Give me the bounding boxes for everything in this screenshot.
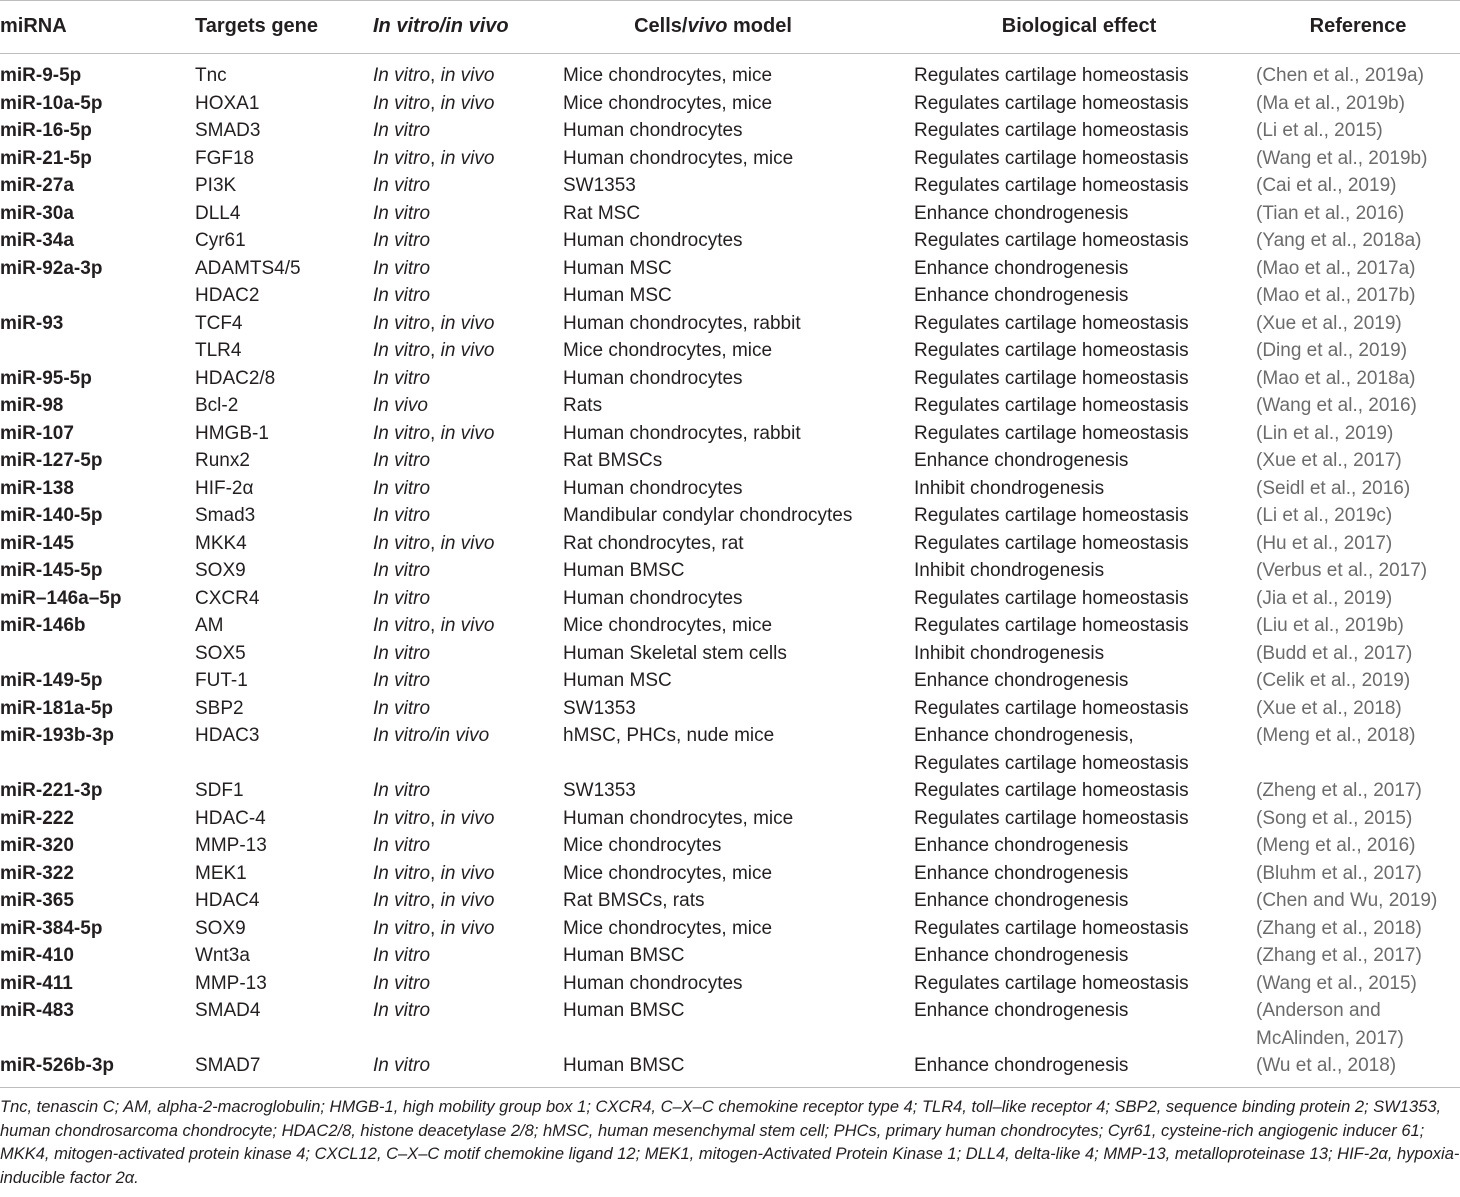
biological-effect-cell: Enhance chondrogenesis — [914, 862, 1129, 884]
target-gene-cell: HDAC3 — [195, 725, 260, 746]
in-vitro-in-vivo-cell: In vitro, in vivo — [373, 65, 495, 86]
cells-model-cell: Human MSC — [563, 670, 672, 691]
in-vitro-in-vivo-cell: In vitro, in vivo — [373, 92, 495, 114]
in-vitro-in-vivo-cell: In vitro — [373, 642, 431, 664]
cells-model-cell: Mice chondrocytes, mice — [563, 340, 773, 361]
reference-link[interactable]: (Zhang et al., 2018) — [1256, 917, 1422, 939]
in-vitro-in-vivo-cell: In vitro — [373, 202, 431, 224]
biological-effect-cell: Enhance chondrogenesis — [914, 670, 1129, 691]
cells-model-cell: Human MSC — [563, 285, 672, 306]
target-gene-cell: HIF-2α — [195, 477, 254, 499]
table-row — [0, 777, 1460, 805]
in-vitro-in-vivo-cell: In vivo — [373, 395, 428, 416]
table-row — [0, 1052, 1460, 1080]
biological-effect-cell: Regulates cartilage homeostasis — [914, 807, 1189, 829]
biological-effect-cell: Regulates cartilage homeostasis — [914, 780, 1189, 801]
in-vitro-in-vivo-cell: In vitro — [373, 505, 431, 526]
reference-link[interactable]: (Li et al., 2019c) — [1256, 505, 1393, 526]
cells-model-cell: Human BMSC — [563, 1055, 685, 1076]
reference-link[interactable]: (Budd et al., 2017) — [1256, 642, 1413, 664]
biological-effect-cell: Regulates cartilage homeostasis — [914, 65, 1189, 86]
reference-link[interactable]: (Wang et al., 2015) — [1256, 972, 1417, 994]
biological-effect-cell: Regulates cartilage homeostasis — [914, 697, 1189, 719]
mirna-cell: miR-9-5p — [0, 65, 82, 86]
reference-link[interactable]: (Ma et al., 2019b) — [1256, 92, 1405, 114]
mirna-cell: miR-140-5p — [0, 505, 103, 526]
target-gene-cell: ADAMTS4/5 — [195, 257, 301, 279]
header-reference: Reference — [1309, 15, 1407, 37]
target-gene-cell: HDAC2 — [195, 285, 260, 306]
cells-model-cell: Human chondrocytes — [563, 972, 743, 994]
table-row — [0, 255, 1460, 283]
reference-link[interactable]: (Xue et al., 2017) — [1256, 450, 1402, 471]
mirna-cell: miR-107 — [0, 422, 74, 444]
mirna-cell: miR-320 — [0, 835, 74, 856]
mirna-cell: miR-222 — [0, 807, 74, 829]
cells-model-cell: Human Skeletal stem cells — [563, 642, 787, 664]
header-biological-effect: Biological effect — [1001, 15, 1157, 37]
cells-model-cell: Rat chondrocytes, rat — [563, 532, 744, 554]
in-vitro-in-vivo-cell: In vitro — [373, 120, 431, 141]
in-vitro-in-vivo-cell: In vitro, in vivo — [373, 532, 495, 554]
mirna-cell: miR-483 — [0, 1000, 74, 1021]
reference-link[interactable]: (Ding et al., 2019) — [1256, 340, 1408, 361]
table-row — [0, 62, 1460, 90]
target-gene-cell: SMAD3 — [195, 120, 261, 141]
reference-link[interactable]: (Anderson and McAlinden, 2017) — [1256, 1000, 1404, 1049]
target-gene-cell: SBP2 — [195, 697, 244, 719]
reference-link[interactable]: (Zheng et al., 2017) — [1256, 780, 1422, 801]
biological-effect-cell: Regulates cartilage homeostasis — [914, 587, 1189, 609]
cells-model-cell: Mandibular condylar chondrocytes — [563, 505, 853, 526]
cells-model-cell: Rat BMSCs, rats — [563, 890, 705, 911]
header-targets-gene: Targets gene — [195, 15, 318, 37]
cells-model-cell: Human chondrocytes — [563, 120, 743, 141]
reference-link[interactable]: (Lin et al., 2019) — [1256, 422, 1394, 444]
biological-effect-cell: Regulates cartilage homeostasis — [914, 422, 1189, 444]
cells-model-cell: Mice chondrocytes, mice — [563, 917, 773, 939]
target-gene-cell: HDAC2/8 — [195, 367, 276, 389]
reference-link[interactable]: (Meng et al., 2016) — [1256, 835, 1416, 856]
cells-model-cell: Human chondrocytes, rabbit — [563, 312, 801, 334]
reference-link[interactable]: (Bluhm et al., 2017) — [1256, 862, 1422, 884]
cells-model-cell: Mice chondrocytes, mice — [563, 65, 773, 86]
biological-effect-cell: Enhance chondrogenesis — [914, 450, 1129, 471]
table-row — [0, 585, 1460, 613]
in-vitro-in-vivo-cell: In vitro/in vivo — [373, 725, 490, 746]
biological-effect-cell: Regulates cartilage homeostasis — [914, 92, 1189, 114]
in-vitro-in-vivo-cell: In vitro — [373, 450, 431, 471]
in-vitro-in-vivo-cell: In vitro, in vivo — [373, 890, 495, 911]
table-row — [0, 612, 1460, 640]
header-mirna: miRNA — [0, 15, 67, 37]
target-gene-cell: HOXA1 — [195, 92, 260, 114]
cells-model-cell: Rats — [563, 395, 603, 416]
table-row — [0, 502, 1460, 530]
target-gene-cell: SMAD4 — [195, 1000, 261, 1021]
cells-model-cell: Mice chondrocytes, mice — [563, 92, 773, 114]
mirna-cell: miR-384-5p — [0, 917, 103, 939]
biological-effect-cell: Enhance chondrogenesis — [914, 945, 1129, 966]
reference-link[interactable]: (Xue et al., 2019) — [1256, 312, 1402, 334]
reference-link[interactable]: (Song et al., 2015) — [1256, 807, 1413, 829]
cells-model-cell: Human BMSC — [563, 560, 685, 581]
target-gene-cell: DLL4 — [195, 202, 241, 224]
table-row — [0, 557, 1460, 585]
mirna-cell: miR-410 — [0, 945, 74, 966]
target-gene-cell: CXCR4 — [195, 587, 260, 609]
biological-effect-cell: Regulates cartilage homeostasis — [914, 147, 1189, 169]
reference-link[interactable]: (Wu et al., 2018) — [1256, 1055, 1397, 1076]
mirna-cell: miR–146a–5p — [0, 587, 122, 609]
target-gene-cell: FUT-1 — [195, 670, 248, 691]
biological-effect-cell: Regulates cartilage homeostasis — [914, 532, 1189, 554]
reference-link[interactable]: (Wang et al., 2019b) — [1256, 147, 1428, 169]
reference-link[interactable]: (Celik et al., 2019) — [1256, 670, 1411, 691]
biological-effect-cell: Regulates cartilage homeostasis — [914, 615, 1189, 636]
in-vitro-in-vivo-cell: In vitro — [373, 587, 431, 609]
in-vitro-in-vivo-cell: In vitro — [373, 835, 431, 856]
table-row — [0, 970, 1460, 998]
header-cells-model: Cells/vivo model — [634, 15, 792, 37]
mirna-cell: miR-322 — [0, 862, 74, 884]
target-gene-cell: PI3K — [195, 175, 237, 196]
table-row — [0, 997, 1460, 1052]
mirna-cell: miR-145-5p — [0, 560, 103, 581]
target-gene-cell: HDAC4 — [195, 890, 260, 911]
mirna-cell: miR-181a-5p — [0, 697, 113, 719]
reference-link[interactable]: (Liu et al., 2019b) — [1256, 615, 1404, 636]
table-row — [0, 475, 1460, 503]
reference-link[interactable]: (Chen et al., 2019a) — [1256, 65, 1424, 86]
table-row — [0, 227, 1460, 255]
in-vitro-in-vivo-cell: In vitro, in vivo — [373, 147, 495, 169]
target-gene-cell: FGF18 — [195, 147, 255, 169]
biological-effect-cell: Regulates cartilage homeostasis — [914, 505, 1189, 526]
table-row — [0, 90, 1460, 118]
biological-effect-cell: Inhibit chondrogenesis — [914, 477, 1105, 499]
in-vitro-in-vivo-cell: In vitro — [373, 230, 431, 251]
table-row — [0, 887, 1460, 915]
table-row — [0, 667, 1460, 695]
cells-model-cell: Human BMSC — [563, 945, 685, 966]
cells-model-cell: SW1353 — [563, 697, 636, 719]
reference-link[interactable]: (Mao et al., 2017a) — [1256, 257, 1416, 279]
in-vitro-in-vivo-cell: In vitro — [373, 367, 431, 389]
mirna-cell: miR-30a — [0, 202, 74, 224]
table-row — [0, 282, 1460, 310]
biological-effect-cell: Enhance chondrogenesis — [914, 890, 1129, 911]
cells-model-cell: SW1353 — [563, 780, 636, 801]
target-gene-cell: TCF4 — [195, 312, 243, 334]
in-vitro-in-vivo-cell: In vitro, in vivo — [373, 917, 495, 939]
table-bottom-rule — [0, 1087, 1460, 1088]
table-row — [0, 117, 1460, 145]
target-gene-cell: Cyr61 — [195, 230, 246, 251]
in-vitro-in-vivo-cell: In vitro, in vivo — [373, 862, 495, 884]
in-vitro-in-vivo-cell: In vitro — [373, 1055, 431, 1076]
cells-model-cell: SW1353 — [563, 175, 636, 196]
table-row — [0, 447, 1460, 475]
target-gene-cell: MMP-13 — [195, 972, 267, 994]
table-row — [0, 860, 1460, 888]
in-vitro-in-vivo-cell: In vitro — [373, 670, 431, 691]
cells-model-cell: Human chondrocytes — [563, 367, 743, 389]
reference-link[interactable]: (Chen and Wu, 2019) — [1256, 890, 1438, 911]
biological-effect-cell: Regulates cartilage homeostasis — [914, 917, 1189, 939]
cells-model-cell: Rat BMSCs — [563, 450, 663, 471]
biological-effect-cell: Regulates cartilage homeostasis — [914, 340, 1189, 361]
target-gene-cell: SOX5 — [195, 642, 246, 664]
reference-link[interactable]: (Zhang et al., 2017) — [1256, 945, 1422, 966]
biological-effect-cell: Regulates cartilage homeostasis — [914, 230, 1189, 251]
in-vitro-in-vivo-cell: In vitro — [373, 972, 431, 994]
table-row — [0, 420, 1460, 448]
mirna-cell: miR-127-5p — [0, 450, 103, 471]
mirna-cell: miR-21-5p — [0, 147, 92, 169]
mirna-cell: miR-221-3p — [0, 780, 103, 801]
in-vitro-in-vivo-cell: In vitro, in vivo — [373, 807, 495, 829]
table-row — [0, 722, 1460, 777]
mirna-cell: miR-10a-5p — [0, 92, 103, 114]
biological-effect-cell: Regulates cartilage homeostasis — [914, 312, 1189, 334]
mirna-cell: miR-411 — [0, 972, 73, 994]
table-body — [0, 62, 1460, 1080]
in-vitro-in-vivo-cell: In vitro, in vivo — [373, 422, 495, 444]
table-row — [0, 200, 1460, 228]
mirna-cell: miR-149-5p — [0, 670, 103, 691]
table-row — [0, 172, 1460, 200]
target-gene-cell: Wnt3a — [195, 945, 250, 966]
in-vitro-in-vivo-cell: In vitro — [373, 477, 431, 499]
biological-effect-cell: Regulates cartilage homeostasis — [914, 120, 1189, 141]
in-vitro-in-vivo-cell: In vitro — [373, 1000, 431, 1021]
cells-model-cell: Mice chondrocytes — [563, 835, 722, 856]
in-vitro-in-vivo-cell: In vitro — [373, 560, 431, 581]
table-row — [0, 145, 1460, 173]
reference-link[interactable]: (Li et al., 2015) — [1256, 120, 1383, 141]
table-row — [0, 695, 1460, 723]
mirna-cell: miR-98 — [0, 395, 64, 416]
biological-effect-cell: Enhance chondrogenesis — [914, 285, 1129, 306]
header-rule — [0, 53, 1460, 54]
in-vitro-in-vivo-cell: In vitro — [373, 257, 431, 279]
cells-model-cell: Human chondrocytes — [563, 230, 743, 251]
table-row — [0, 392, 1460, 420]
table-row — [0, 805, 1460, 833]
cells-model-cell: Human chondrocytes, mice — [563, 147, 794, 169]
reference-link[interactable]: (Hu et al., 2017) — [1256, 532, 1393, 554]
in-vitro-in-vivo-cell: In vitro, in vivo — [373, 340, 495, 361]
reference-link[interactable]: (Cai et al., 2019) — [1256, 175, 1397, 196]
biological-effect-cell: Enhance chondrogenesis — [914, 835, 1129, 856]
in-vitro-in-vivo-cell: In vitro, in vivo — [373, 312, 495, 334]
biological-effect-cell: Enhance chondrogenesis — [914, 202, 1129, 224]
biological-effect-cell: Inhibit chondrogenesis — [914, 642, 1105, 664]
reference-link[interactable]: (Jia et al., 2019) — [1256, 587, 1393, 609]
biological-effect-cell: Enhance chondrogenesis, Regulates cartilage homeostasis — [914, 725, 1189, 774]
target-gene-cell: MKK4 — [195, 532, 247, 554]
biological-effect-cell: Enhance chondrogenesis — [914, 1000, 1129, 1021]
mirna-cell: miR-365 — [0, 890, 74, 911]
target-gene-cell: SDF1 — [195, 780, 244, 801]
in-vitro-in-vivo-cell: In vitro — [373, 285, 431, 306]
target-gene-cell: TLR4 — [195, 340, 242, 361]
mirna-cell: miR-16-5p — [0, 120, 92, 141]
in-vitro-in-vivo-cell: In vitro — [373, 780, 431, 801]
reference-link[interactable]: (Yang et al., 2018a) — [1256, 230, 1422, 251]
cells-model-cell: Human chondrocytes — [563, 587, 743, 609]
cells-model-cell: Human chondrocytes — [563, 477, 743, 499]
target-gene-cell: Bcl-2 — [195, 395, 239, 416]
reference-link[interactable]: (Meng et al., 2018) — [1256, 725, 1416, 746]
target-gene-cell: Tnc — [195, 65, 227, 86]
target-gene-cell: HDAC-4 — [195, 807, 266, 829]
target-gene-cell: AM — [195, 615, 224, 636]
cells-model-cell: Mice chondrocytes, mice — [563, 862, 773, 884]
mirna-cell: miR-95-5p — [0, 367, 92, 389]
mirna-cell: miR-193b-3p — [0, 725, 115, 746]
biological-effect-cell: Regulates cartilage homeostasis — [914, 972, 1189, 994]
table-row — [0, 310, 1460, 338]
cells-model-cell: hMSC, PHCs, nude mice — [563, 725, 775, 746]
in-vitro-in-vivo-cell: In vitro, in vivo — [373, 615, 495, 636]
table-row — [0, 365, 1460, 393]
table-row — [0, 530, 1460, 558]
biological-effect-cell: Regulates cartilage homeostasis — [914, 175, 1189, 196]
target-gene-cell: HMGB-1 — [195, 422, 269, 444]
reference-link[interactable]: (Tian et al., 2016) — [1256, 202, 1405, 224]
target-gene-cell: Runx2 — [195, 450, 250, 471]
mirna-cell: miR-526b-3p — [0, 1055, 115, 1076]
in-vitro-in-vivo-cell: In vitro — [373, 697, 431, 719]
reference-link[interactable]: (Verbus et al., 2017) — [1256, 560, 1428, 581]
table-footnote: Tnc, tenascin C; AM, alpha-2-macroglobulin; HMGB-1, high mobility group box 1; CXCR4, C–X–C chemokine receptor type 4; TLR4, toll–like receptor 4; SBP2, sequence binding protein 2; SW1353, human chondrosarcoma chondrocyte; HDAC2/8, histone deacetylase 2/8; hMSC, human mesenchymal stem cell; PHCs, primary human chondrocytes; Cyr61, cysteine-rich angiogenic inducer 61; MKK4, mitogen-activated protein kinase 4; CXCL12, C–X–C motif chemokine ligand 12; MEK1, mitogen-Activated Protein Kinase 1; DLL4, delta-like 4; MMP-13, metalloproteinase 13; HIF-2α, hypoxia-inducible factor 2α. — [0, 1098, 1460, 1187]
table-row — [0, 832, 1460, 860]
biological-effect-cell: Enhance chondrogenesis — [914, 257, 1129, 279]
in-vitro-in-vivo-cell: In vitro — [373, 175, 431, 196]
reference-link[interactable]: (Xue et al., 2018) — [1256, 697, 1402, 719]
mirna-cell: miR-34a — [0, 230, 74, 251]
table-row — [0, 915, 1460, 943]
mirna-cell: miR-138 — [0, 477, 74, 499]
mirna-cell: miR-27a — [0, 175, 74, 196]
biological-effect-cell: Inhibit chondrogenesis — [914, 560, 1105, 581]
target-gene-cell: SOX9 — [195, 560, 246, 581]
cells-model-cell: Human MSC — [563, 257, 672, 279]
reference-link[interactable]: (Mao et al., 2018a) — [1256, 367, 1416, 389]
in-vitro-in-vivo-cell: In vitro — [373, 945, 431, 966]
cells-model-cell: Mice chondrocytes, mice — [563, 615, 773, 636]
reference-link[interactable]: (Wang et al., 2016) — [1256, 395, 1417, 416]
cells-model-cell: Rat MSC — [563, 202, 641, 224]
header-in-vitro-in-vivo: In vitro/in vivo — [373, 15, 509, 37]
target-gene-cell: MEK1 — [195, 862, 247, 884]
mirna-cell: miR-93 — [0, 312, 64, 334]
target-gene-cell: Smad3 — [195, 505, 256, 526]
table-row — [0, 337, 1460, 365]
target-gene-cell: SOX9 — [195, 917, 246, 939]
target-gene-cell: MMP-13 — [195, 835, 267, 856]
target-gene-cell: SMAD7 — [195, 1055, 261, 1076]
mirna-cell: miR-146b — [0, 615, 86, 636]
cells-model-cell: Human chondrocytes, rabbit — [563, 422, 801, 444]
cells-model-cell: Human chondrocytes, mice — [563, 807, 794, 829]
reference-link[interactable]: (Seidl et al., 2016) — [1256, 477, 1411, 499]
table-row — [0, 640, 1460, 668]
reference-link[interactable]: (Mao et al., 2017b) — [1256, 285, 1416, 306]
mirna-cell: miR-92a-3p — [0, 257, 103, 279]
biological-effect-cell: Enhance chondrogenesis — [914, 1055, 1129, 1076]
biological-effect-cell: Regulates cartilage homeostasis — [914, 367, 1189, 389]
cells-model-cell: Human BMSC — [563, 1000, 685, 1021]
mirna-cell: miR-145 — [0, 532, 74, 554]
biological-effect-cell: Regulates cartilage homeostasis — [914, 395, 1189, 416]
table-row — [0, 942, 1460, 970]
